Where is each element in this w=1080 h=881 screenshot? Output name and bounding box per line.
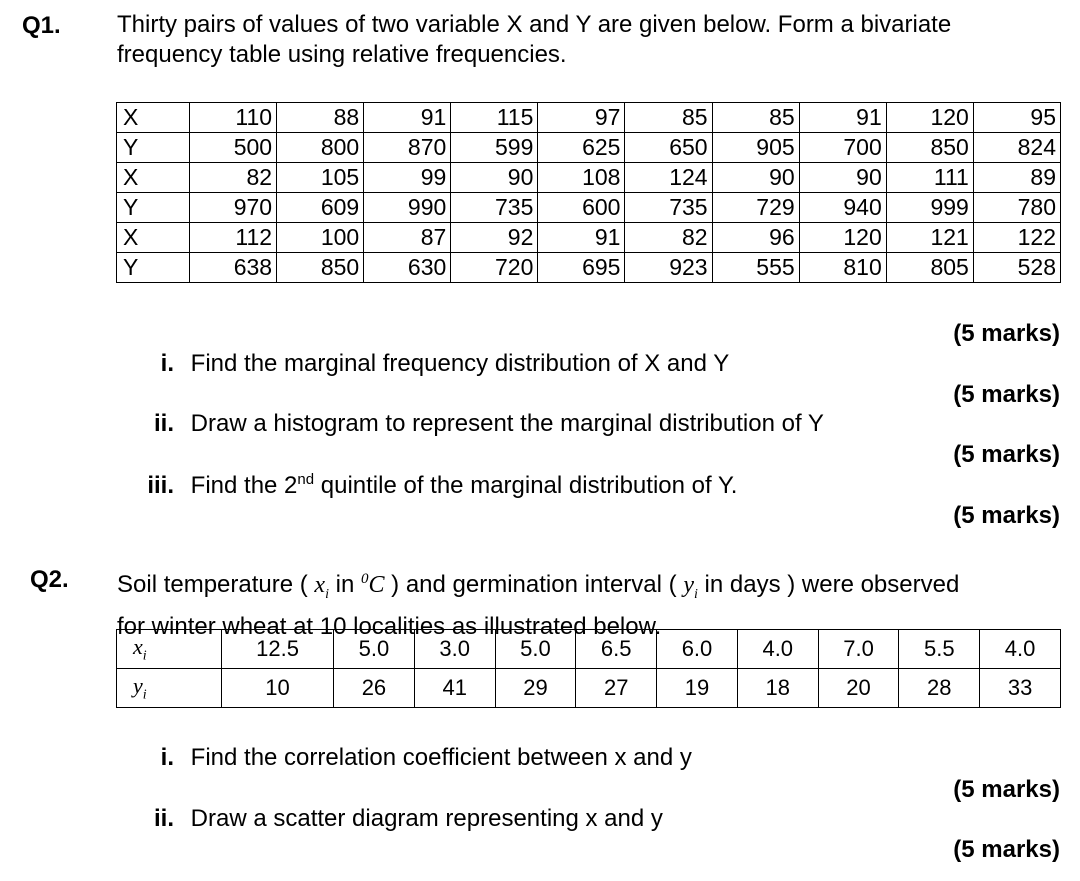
q1-item-iii [140, 471, 737, 500]
table-cell: 95 [973, 103, 1060, 133]
q2-label-y [117, 669, 222, 708]
q1-marks-2: (5 marks) [953, 381, 1060, 408]
q2-item-i-roman: i. [160, 744, 174, 771]
table-cell: 824 [973, 133, 1060, 163]
table-cell: 6.5 [576, 630, 657, 669]
q2-row-y [117, 669, 1061, 708]
q2-marks-1: (5 marks) [953, 776, 1060, 803]
q2-label-y-text: y [133, 672, 143, 698]
table-cell: 630 [364, 253, 451, 283]
table-cell: 92 [451, 223, 538, 253]
table-cell: 600 [538, 193, 625, 223]
q1-item-iii-roman: iii. [147, 472, 174, 499]
row-label: X [117, 103, 190, 133]
table-cell: 7.0 [818, 630, 899, 669]
row-label: Y [117, 193, 190, 223]
table-row [117, 193, 1061, 223]
table-cell: 810 [799, 253, 886, 283]
table-cell: 850 [277, 253, 364, 283]
table-cell: 735 [451, 193, 538, 223]
q2-marks-2: (5 marks) [953, 836, 1060, 863]
table-cell: 89 [973, 163, 1060, 193]
table-cell: 27 [576, 669, 657, 708]
table-cell: 4.0 [737, 630, 818, 669]
q2-intro-line1 [117, 564, 959, 610]
q2-item-i [140, 744, 692, 772]
table-row [117, 103, 1061, 133]
table-cell: 108 [538, 163, 625, 193]
table-cell: 120 [799, 223, 886, 253]
table-cell: 91 [364, 103, 451, 133]
q1-intro-line2: frequency table using relative frequencies. [117, 41, 567, 68]
table-cell: 870 [364, 133, 451, 163]
table-cell: 87 [364, 223, 451, 253]
table-cell: 3.0 [414, 630, 495, 669]
table-cell: 970 [190, 193, 277, 223]
q1-item-iii-text [191, 472, 738, 499]
q2-intro-part2: in [328, 571, 361, 598]
q2-row-x [117, 630, 1061, 669]
table-cell: 850 [886, 133, 973, 163]
table-cell: 41 [414, 669, 495, 708]
table-cell: 625 [538, 133, 625, 163]
q1-intro-line1: Thirty pairs of values of two variable X and Y are given below. Form a bivariate [117, 11, 952, 38]
table-cell: 100 [277, 223, 364, 253]
q1-marks-4: (5 marks) [953, 502, 1060, 529]
table-cell: 124 [625, 163, 712, 193]
table-cell: 5.5 [899, 630, 980, 669]
table-cell: 90 [712, 163, 799, 193]
table-cell: 88 [277, 103, 364, 133]
table-cell: 111 [886, 163, 973, 193]
q1-data-table [116, 102, 1061, 283]
q1-intro [117, 10, 951, 70]
q2-number: Q2. [30, 566, 69, 593]
table-cell: 923 [625, 253, 712, 283]
table-cell: 990 [364, 193, 451, 223]
q2-intro-line2: for winter wheat at 10 localities as illustrated below. [117, 612, 662, 640]
table-cell: 720 [451, 253, 538, 283]
table-cell: 800 [277, 133, 364, 163]
q1-item-ii-text: Draw a histogram to represent the marginal distribution of Y [190, 410, 824, 437]
table-cell: 940 [799, 193, 886, 223]
table-cell: 112 [190, 223, 277, 253]
q2-item-i-text: Find the correlation coefficient between x and y [190, 744, 692, 771]
table-row [117, 223, 1061, 253]
table-cell: 650 [625, 133, 712, 163]
q1-item-iii-sup: nd [297, 471, 315, 488]
q1-item-i-text: Find the marginal frequency distribution of X and Y [190, 350, 730, 377]
q1-item-iii-text-before: Find the 2 [190, 472, 298, 499]
row-label: Y [117, 253, 190, 283]
table-cell: 700 [799, 133, 886, 163]
table-cell: 528 [973, 253, 1060, 283]
table-cell: 96 [712, 223, 799, 253]
table-cell: 122 [973, 223, 1060, 253]
table-cell: 805 [886, 253, 973, 283]
q2-label-x [117, 630, 222, 669]
table-cell: 85 [712, 103, 799, 133]
q1-item-i-roman: i. [160, 350, 174, 377]
table-cell: 85 [625, 103, 712, 133]
table-cell: 26 [334, 669, 415, 708]
q1-item-i [140, 350, 729, 378]
table-cell: 90 [451, 163, 538, 193]
q2-intro-sub-y: i [693, 586, 698, 602]
table-cell: 91 [799, 103, 886, 133]
table-row [117, 163, 1061, 193]
q2-intro-part1: Soil temperature ( [117, 571, 315, 598]
table-cell: 780 [973, 193, 1060, 223]
table-cell: 12.5 [222, 630, 334, 669]
q2-intro-x: x [314, 572, 326, 598]
table-cell: 5.0 [334, 630, 415, 669]
table-cell: 28 [899, 669, 980, 708]
table-cell: 18 [737, 669, 818, 708]
table-cell: 609 [277, 193, 364, 223]
q2-intro-part3: ) and germination interval ( [384, 571, 684, 598]
q1-marks-1: (5 marks) [953, 320, 1060, 347]
table-cell: 729 [712, 193, 799, 223]
table-cell: 999 [886, 193, 973, 223]
q2-intro-sub-x: i [325, 586, 329, 602]
table-cell: 555 [712, 253, 799, 283]
q2-label-y-sub: i [142, 687, 147, 703]
table-row [117, 133, 1061, 163]
q2-intro-c: C [368, 572, 385, 598]
q2-label-x-text: x [133, 633, 143, 659]
table-cell: 6.0 [657, 630, 738, 669]
q2-label-x-sub: i [142, 648, 147, 664]
table-cell: 4.0 [980, 630, 1061, 669]
row-label: X [117, 223, 190, 253]
table-cell: 110 [190, 103, 277, 133]
table-cell: 29 [495, 669, 576, 708]
table-cell: 82 [190, 163, 277, 193]
table-cell: 500 [190, 133, 277, 163]
table-cell: 599 [451, 133, 538, 163]
row-label: X [117, 163, 190, 193]
q1-item-ii [140, 410, 824, 438]
table-cell: 97 [538, 103, 625, 133]
table-cell: 905 [712, 133, 799, 163]
table-cell: 638 [190, 253, 277, 283]
q1-item-ii-roman: ii. [153, 410, 174, 437]
table-cell: 82 [625, 223, 712, 253]
table-cell: 10 [222, 669, 334, 708]
table-cell: 33 [980, 669, 1061, 708]
table-cell: 105 [277, 163, 364, 193]
q1-marks-3: (5 marks) [953, 441, 1060, 468]
table-cell: 99 [364, 163, 451, 193]
q2-item-ii-text: Draw a scatter diagram representing x and y [190, 805, 663, 832]
table-cell: 121 [886, 223, 973, 253]
table-cell: 91 [538, 223, 625, 253]
q1-number: Q1. [22, 12, 61, 39]
table-cell: 5.0 [495, 630, 576, 669]
table-cell: 120 [886, 103, 973, 133]
table-cell: 19 [657, 669, 738, 708]
table-cell: 115 [451, 103, 538, 133]
q2-item-ii-roman: ii. [153, 805, 174, 832]
q2-data-table [116, 629, 1061, 708]
table-cell: 735 [625, 193, 712, 223]
row-label: Y [117, 133, 190, 163]
table-cell: 20 [818, 669, 899, 708]
table-row [117, 253, 1061, 283]
table-cell: 695 [538, 253, 625, 283]
q2-item-ii [140, 805, 663, 833]
q2-intro-part4: in days ) were observed [697, 571, 960, 598]
q2-intro-deg: 0 [360, 571, 369, 587]
q1-item-iii-text-after: quintile of the marginal distribution of Y. [314, 472, 738, 499]
q2-intro-y: y [683, 572, 694, 598]
table-cell: 90 [799, 163, 886, 193]
